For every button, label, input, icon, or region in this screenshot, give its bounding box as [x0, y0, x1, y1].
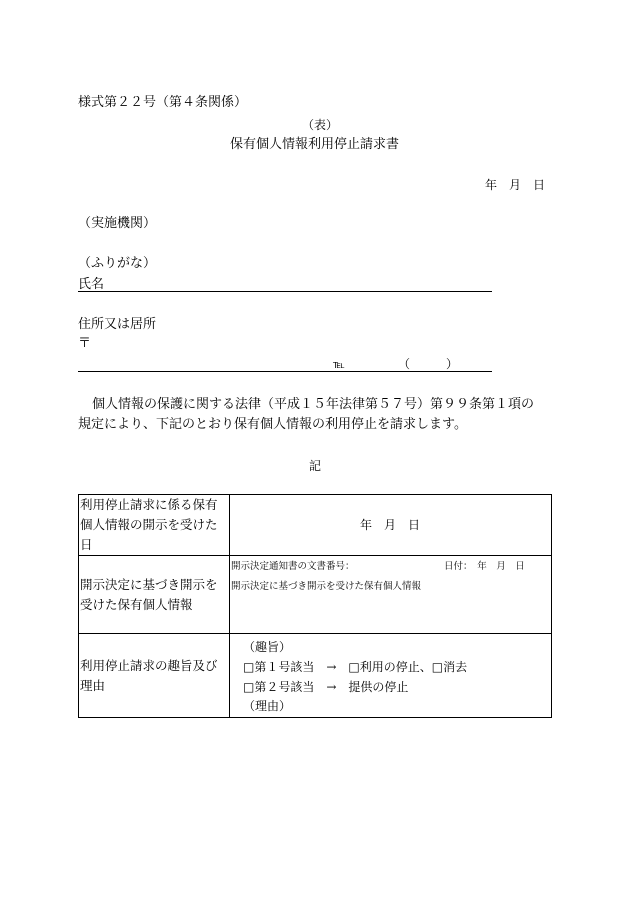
table-row-purpose-reason	[79, 634, 552, 718]
table-row-disclosure-date	[79, 495, 552, 556]
page-title: 保有個人情報利用停止請求書	[230, 137, 400, 152]
info-label: 開示決定に基づき開示を受けた保有個人情報	[231, 581, 422, 592]
address-underline[interactable]	[78, 371, 492, 372]
doc-number-label: 開示決定通知書の文書番号：	[231, 561, 355, 572]
name-underline[interactable]	[78, 291, 492, 292]
statement-line-1: 個人情報の保護に関する法律（平成１５年法律第５７号）第９９条第１項の	[92, 397, 535, 412]
disclosed-info-field[interactable]	[230, 556, 552, 634]
side-label: （表）	[302, 118, 339, 132]
request-table	[78, 494, 552, 718]
form-number: 様式第２２号（第４条関係）	[78, 95, 248, 110]
option-1-checkbox[interactable]: □第１号該当 → □利用の停止、□消去	[243, 660, 468, 674]
furigana-label: （ふりがな）	[78, 256, 157, 271]
disclosure-date-field[interactable]	[230, 495, 552, 556]
row-label-disclosure-date: 利用停止請求に係る保有個人情報の開示を受けた日	[79, 495, 230, 556]
ki-label: 記	[309, 459, 322, 473]
statement-line-2: 規定により、下記のとおり保有個人情報の利用停止を請求します。	[78, 417, 467, 432]
purpose-label: （趣旨）	[243, 640, 292, 654]
tel-icon: ℡	[333, 358, 345, 371]
postal-mark: 〒	[78, 336, 92, 351]
notice-date-label: 日付： 年 月 日	[444, 561, 525, 572]
purpose-reason-field[interactable]	[230, 634, 552, 718]
option-2-checkbox[interactable]: □第２号該当 → 提供の停止	[243, 680, 409, 694]
name-label: 氏名	[78, 277, 105, 292]
tel-area-code[interactable]: （ ）	[398, 357, 459, 371]
reason-label: （理由）	[243, 699, 292, 713]
row-label-purpose-reason: 利用停止請求の趣旨及び理由	[79, 634, 230, 718]
agency-label: （実施機関）	[78, 216, 157, 231]
disclosure-date-value: 年 月 日	[360, 518, 421, 532]
address-label: 住所又は居所	[78, 317, 157, 332]
date-field[interactable]: 年 月 日	[485, 178, 546, 192]
table-row-disclosed-info	[79, 556, 552, 634]
row-label-disclosed-info: 開示決定に基づき開示を受けた保有個人情報	[79, 556, 230, 634]
